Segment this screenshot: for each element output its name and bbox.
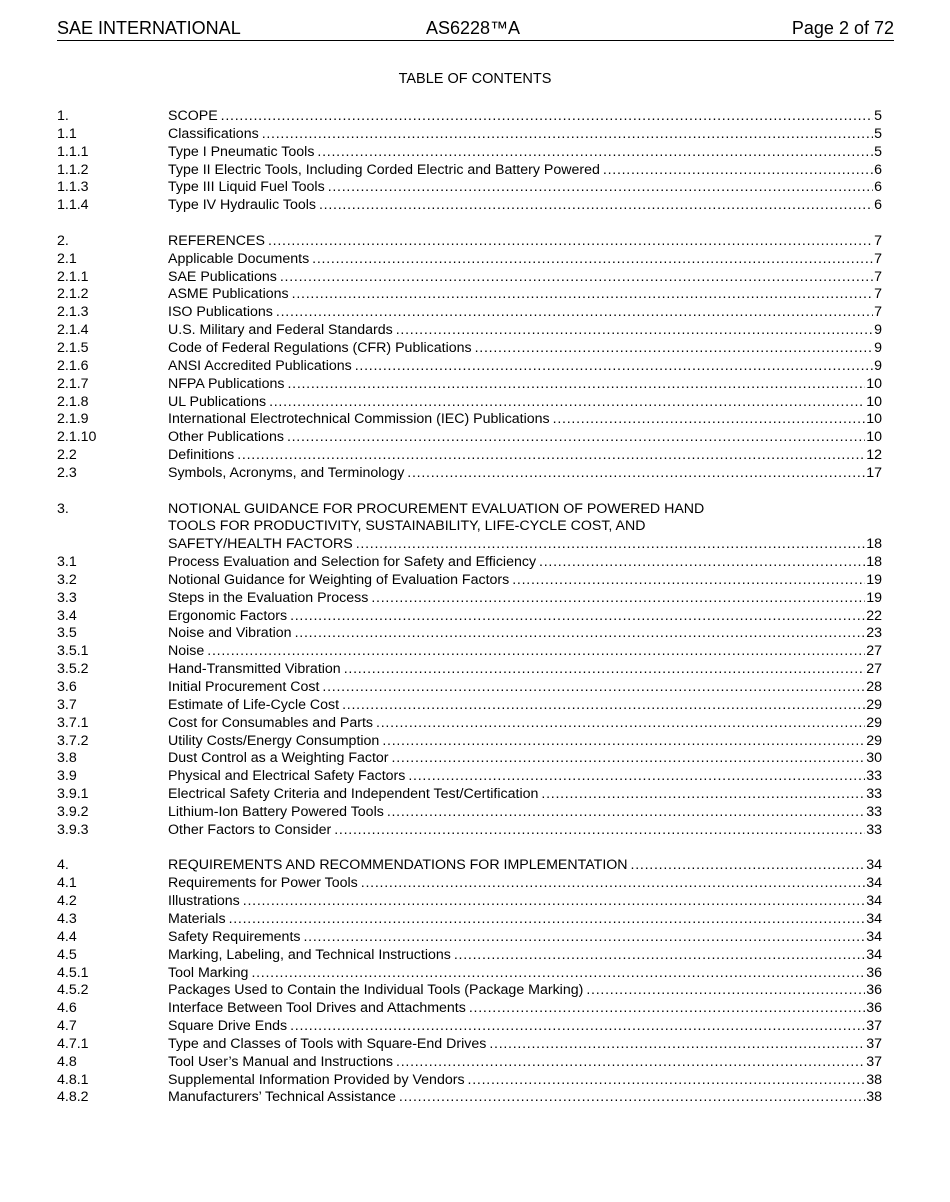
toc-entry[interactable] <box>57 144 882 162</box>
toc-entry-number: 1. <box>57 108 69 124</box>
toc-leader-dots <box>229 911 866 929</box>
toc-entry-title-line: NOTIONAL GUIDANCE FOR PROCUREMENT EVALUATION OF POWERED HAND <box>168 500 705 517</box>
toc-entry-number: 3.3 <box>57 589 77 606</box>
toc-entry-title: Applicable Documents <box>168 250 310 267</box>
toc-leader-dots <box>280 269 873 287</box>
table-of-contents <box>57 108 882 1107</box>
toc-entry-number: 4.7 <box>57 1018 77 1035</box>
toc-entry-title: Materials <box>168 910 226 927</box>
toc-entry[interactable] <box>57 108 882 126</box>
toc-entry-number: 4.2 <box>57 893 77 910</box>
toc-entry[interactable] <box>57 965 882 983</box>
toc-entry[interactable] <box>57 501 882 555</box>
toc-entry-title: NFPA Publications <box>168 375 285 392</box>
toc-entry-title: Dust Control as a Weighting Factor <box>168 750 389 767</box>
toc-entry[interactable] <box>57 1018 882 1036</box>
toc-leader-dots <box>407 465 865 483</box>
toc-leader-dots <box>553 411 866 429</box>
toc-entry-title: Packages Used to Contain the Individual Tools (Package Marking) <box>168 982 584 999</box>
toc-entry[interactable] <box>57 786 882 804</box>
toc-leader-dots <box>268 233 873 251</box>
toc-leader-dots <box>269 394 865 412</box>
toc-leader-dots <box>290 608 865 626</box>
toc-entry-number: 3.5 <box>57 625 77 642</box>
toc-entry[interactable] <box>57 929 882 947</box>
toc-entry-page: 10 <box>866 375 882 392</box>
toc-leader-dots <box>221 108 873 126</box>
toc-entry-page: 6 <box>874 161 882 178</box>
toc-entry-title: Steps in the Evaluation Process <box>168 589 369 606</box>
toc-entry[interactable] <box>57 947 882 965</box>
toc-leader-dots <box>586 982 865 1000</box>
toc-entry-page: 28 <box>866 679 882 696</box>
toc-leader-dots <box>328 179 873 197</box>
toc-entry-page: 10 <box>866 411 882 428</box>
organization-name: SAE INTERNATIONAL <box>57 18 241 38</box>
toc-leader-dots <box>251 965 865 983</box>
toc-entry-page: 33 <box>866 786 882 803</box>
toc-entry-title: ASME Publications <box>168 286 289 303</box>
toc-entry-number: 4.5 <box>57 946 77 963</box>
toc-entry-number: 2.1.4 <box>57 322 89 339</box>
toc-entry[interactable] <box>57 572 882 590</box>
toc-entry[interactable] <box>57 340 882 358</box>
toc-entry-title: Hand-Transmitted Vibration <box>168 661 341 678</box>
toc-entry-title: SCOPE <box>168 108 218 124</box>
toc-entry-number: 2.3 <box>57 464 77 481</box>
toc-entry[interactable] <box>57 804 882 822</box>
toc-entry-page: 30 <box>866 750 882 767</box>
toc-entry-title: ANSI Accredited Publications <box>168 357 352 374</box>
toc-entry-title: Cost for Consumables and Parts <box>168 714 374 731</box>
toc-entry-number: 3.8 <box>57 750 77 767</box>
toc-entry-title: Initial Procurement Cost <box>168 679 320 696</box>
toc-entry[interactable] <box>57 982 882 1000</box>
toc-entry-number: 4.6 <box>57 1000 77 1017</box>
toc-leader-dots <box>207 643 865 661</box>
toc-entry[interactable] <box>57 179 882 197</box>
toc-entry-title: REQUIREMENTS AND RECOMMENDATIONS FOR IMPLEMENTATION <box>168 857 628 874</box>
toc-entry-page: 34 <box>866 857 882 874</box>
toc-entry-title: Square Drive Ends <box>168 1018 288 1035</box>
toc-leader-dots <box>356 536 865 554</box>
toc-entry-page: 5 <box>874 108 882 124</box>
toc-entry-page: 22 <box>866 607 882 624</box>
toc-entry-title: International Electrotechnical Commission (IEC) Publications <box>168 411 550 428</box>
toc-entry-title: Other Factors to Consider <box>168 821 332 838</box>
toc-entry-page: 9 <box>874 357 882 374</box>
toc-leader-dots <box>262 126 873 144</box>
toc-entry-number: 2.1.5 <box>57 339 89 356</box>
toc-entry-title: ISO Publications <box>168 304 273 321</box>
toc-leader-dots <box>342 697 865 715</box>
toc-entry-title: Type I Pneumatic Tools <box>168 143 315 160</box>
toc-leader-dots <box>387 804 865 822</box>
toc-entry-number: 1.1.4 <box>57 197 89 214</box>
toc-entry[interactable] <box>57 697 882 715</box>
toc-entry[interactable] <box>57 643 882 661</box>
toc-entry-page: 7 <box>874 250 882 267</box>
toc-entry-number: 2.2 <box>57 447 77 464</box>
toc-entry[interactable] <box>57 715 882 733</box>
toc-entry-title: Other Publications <box>168 429 284 446</box>
toc-entry-page: 38 <box>866 1089 882 1106</box>
toc-entry[interactable] <box>57 1072 882 1090</box>
toc-leader-dots <box>344 661 866 679</box>
toc-entry-number: 2.1.8 <box>57 393 89 410</box>
toc-entry-page: 7 <box>874 304 882 321</box>
toc-leader-dots <box>631 857 866 875</box>
toc-entry-title: Type and Classes of Tools with Square-End Drives <box>168 1035 487 1052</box>
toc-entry-number: 3.2 <box>57 571 77 588</box>
toc-entry-number: 4.5.1 <box>57 964 89 981</box>
toc-entry-page: 17 <box>866 464 882 481</box>
toc-entry-page: 36 <box>866 964 882 981</box>
toc-entry-title: Interface Between Tool Drives and Attachments <box>168 1000 466 1017</box>
toc-leader-dots <box>319 197 873 215</box>
toc-entry-number: 3.5.1 <box>57 643 89 660</box>
toc-entry-page: 29 <box>866 732 882 749</box>
toc-leader-dots <box>382 733 865 751</box>
toc-entry-page: 5 <box>874 143 882 160</box>
toc-entry[interactable] <box>57 429 882 447</box>
toc-leader-dots <box>392 750 866 768</box>
toc-entry[interactable] <box>57 322 882 340</box>
toc-entry-number: 2.1 <box>57 250 77 267</box>
toc-entry-number: 2.1.10 <box>57 429 97 446</box>
toc-entry-page: 5 <box>874 125 882 142</box>
toc-entry-number: 1.1.3 <box>57 179 89 196</box>
toc-entry-page: 36 <box>866 982 882 999</box>
toc-entry-page: 10 <box>866 429 882 446</box>
toc-entry[interactable] <box>57 875 882 893</box>
toc-entry-number: 4.1 <box>57 875 77 892</box>
toc-entry[interactable] <box>57 304 882 322</box>
toc-entry[interactable] <box>57 1000 882 1018</box>
toc-entry-page: 33 <box>866 821 882 838</box>
toc-leader-dots <box>290 1018 865 1036</box>
toc-entry[interactable] <box>57 857 882 875</box>
toc-entry-page: 34 <box>866 910 882 927</box>
toc-entry[interactable] <box>57 394 882 412</box>
toc-entry[interactable] <box>57 733 882 751</box>
toc-entry-page: 34 <box>866 875 882 892</box>
toc-leader-dots <box>539 554 865 572</box>
toc-leader-dots <box>361 875 865 893</box>
toc-entry-number: 4.8.1 <box>57 1071 89 1088</box>
toc-entry-number: 3.1 <box>57 554 77 571</box>
toc-entry-page: 9 <box>874 322 882 339</box>
toc-entry-title: UL Publications <box>168 393 267 410</box>
toc-entry-number: 1.1 <box>57 125 77 142</box>
toc-entry[interactable] <box>57 554 882 572</box>
toc-entry-number: 4.8.2 <box>57 1089 89 1106</box>
toc-entry-title: Electrical Safety Criteria and Independent Test/Certification <box>168 786 539 803</box>
toc-entry-title: Classifications <box>168 125 259 142</box>
toc-entry[interactable] <box>57 911 882 929</box>
toc-leader-dots <box>355 358 873 376</box>
toc-entry-title: Process Evaluation and Selection for Safety and Efficiency <box>168 554 537 571</box>
toc-entry-number: 2.1.7 <box>57 375 89 392</box>
toc-entry[interactable] <box>57 358 882 376</box>
toc-entry[interactable] <box>57 822 882 840</box>
toc-leader-dots <box>468 1072 866 1090</box>
toc-entry[interactable] <box>57 411 882 429</box>
toc-entry-title: Type III Liquid Fuel Tools <box>168 179 325 196</box>
toc-entry-title: Illustrations <box>168 893 240 910</box>
toc-entry-page: 7 <box>874 286 882 303</box>
toc-entry-page: 37 <box>866 1018 882 1035</box>
toc-entry[interactable] <box>57 1036 882 1054</box>
toc-entry-number: 3.7 <box>57 696 77 713</box>
toc-leader-dots <box>396 322 873 340</box>
toc-entry[interactable] <box>57 679 882 697</box>
toc-entry-number: 3.9 <box>57 768 77 785</box>
toc-entry-page: 23 <box>866 625 882 642</box>
toc-entry[interactable] <box>57 286 882 304</box>
toc-leader-dots <box>454 947 865 965</box>
toc-entry-page: 6 <box>874 179 882 196</box>
document-id: AS6228™A <box>426 18 521 38</box>
toc-entry[interactable] <box>57 233 882 251</box>
toc-leader-dots <box>469 1000 865 1018</box>
toc-entry-page: 34 <box>866 893 882 910</box>
toc-title: TABLE OF CONTENTS <box>398 71 552 87</box>
toc-entry-number: 2.1.9 <box>57 411 89 428</box>
toc-leader-dots <box>396 1054 865 1072</box>
toc-entry[interactable] <box>57 608 882 626</box>
toc-entry-page: 29 <box>866 714 882 731</box>
toc-entry-number: 1.1.1 <box>57 143 89 160</box>
toc-entry[interactable] <box>57 625 882 643</box>
toc-leader-dots <box>317 144 873 162</box>
toc-entry[interactable] <box>57 162 882 180</box>
toc-entry-title: Manufacturers’ Technical Assistance <box>168 1089 396 1106</box>
toc-leader-dots <box>276 304 873 322</box>
toc-entry-number: 2.1.1 <box>57 268 89 285</box>
toc-entry-title: Noise <box>168 643 205 660</box>
toc-entry-page: 33 <box>866 768 882 785</box>
toc-entry-title: Ergonomic Factors <box>168 607 288 624</box>
toc-entry-number: 4.7.1 <box>57 1035 89 1052</box>
toc-entry-title: SAFETY/HEALTH FACTORS <box>168 536 353 553</box>
toc-entry-title: REFERENCES <box>168 232 265 249</box>
toc-entry-page: 37 <box>866 1035 882 1052</box>
toc-entry-number: 3. <box>57 500 69 517</box>
toc-entry[interactable] <box>57 893 882 911</box>
toc-entry[interactable] <box>57 590 882 608</box>
toc-entry-page: 6 <box>874 197 882 214</box>
toc-leader-dots <box>292 286 873 304</box>
toc-entry-title: Safety Requirements <box>168 928 301 945</box>
toc-leader-dots <box>408 768 865 786</box>
toc-entry-title: Notional Guidance for Weighting of Evaluation Factors <box>168 571 510 588</box>
toc-entry[interactable] <box>57 376 882 394</box>
toc-entry-title: Type II Electric Tools, Including Corded Electric and Battery Powered <box>168 161 600 178</box>
toc-entry-page: 9 <box>874 339 882 356</box>
toc-leader-dots <box>475 340 874 358</box>
page-number: Page 2 of 72 <box>791 18 894 38</box>
toc-entry-number: 3.6 <box>57 679 77 696</box>
toc-entry-title: Tool Marking <box>168 964 249 981</box>
toc-entry-number: 3.7.2 <box>57 732 89 749</box>
toc-entry-page: 18 <box>866 536 882 553</box>
toc-entry-title: Physical and Electrical Safety Factors <box>168 768 406 785</box>
toc-leader-dots <box>376 715 865 733</box>
toc-entry-number: 4. <box>57 857 69 874</box>
toc-entry-number: 2.1.2 <box>57 286 89 303</box>
toc-leader-dots <box>489 1036 865 1054</box>
toc-entry[interactable] <box>57 251 882 269</box>
toc-entry-page: 12 <box>866 447 882 464</box>
toc-entry-page: 7 <box>874 232 882 249</box>
toc-entry-number: 4.3 <box>57 910 77 927</box>
toc-entry-number: 4.4 <box>57 928 77 945</box>
toc-entry-title: Requirements for Power Tools <box>168 875 358 892</box>
toc-entry-number: 1.1.2 <box>57 161 89 178</box>
toc-leader-dots <box>287 429 865 447</box>
toc-entry-page: 10 <box>866 393 882 410</box>
toc-entry-title: Code of Federal Regulations (CFR) Publications <box>168 339 472 356</box>
toc-entry[interactable] <box>57 1054 882 1072</box>
toc-entry-title: Marking, Labeling, and Technical Instructions <box>168 946 451 963</box>
toc-entry[interactable] <box>57 661 882 679</box>
toc-entry[interactable] <box>57 447 882 465</box>
toc-entry-title: Type IV Hydraulic Tools <box>168 197 316 214</box>
toc-entry[interactable] <box>57 750 882 768</box>
toc-entry-page: 33 <box>866 803 882 820</box>
toc-leader-dots <box>603 162 873 180</box>
toc-entry-page: 19 <box>866 589 882 606</box>
toc-leader-dots <box>237 447 865 465</box>
toc-entry-page: 36 <box>866 1000 882 1017</box>
toc-leader-dots <box>287 376 865 394</box>
toc-leader-dots <box>303 929 865 947</box>
toc-entry-number: 3.4 <box>57 607 77 624</box>
toc-entry-page: 38 <box>866 1071 882 1088</box>
toc-entry-page: 27 <box>866 661 882 678</box>
toc-entry-page: 34 <box>866 946 882 963</box>
toc-entry-page: 37 <box>866 1053 882 1070</box>
toc-leader-dots <box>312 251 873 269</box>
toc-entry-title: Tool User’s Manual and Instructions <box>168 1053 394 1070</box>
toc-entry-number: 2.1.3 <box>57 304 89 321</box>
toc-entry-title: Utility Costs/Energy Consumption <box>168 732 380 749</box>
toc-entry-title: Supplemental Information Provided by Vendors <box>168 1071 465 1088</box>
toc-entry-number: 2. <box>57 232 69 249</box>
toc-entry-page: 7 <box>874 268 882 285</box>
toc-leader-dots <box>334 822 865 840</box>
toc-entry-number: 3.5.2 <box>57 661 89 678</box>
toc-leader-dots <box>243 893 865 911</box>
toc-entry-title: Estimate of Life-Cycle Cost <box>168 696 340 713</box>
toc-entry[interactable] <box>57 465 882 483</box>
page-header <box>57 18 894 41</box>
toc-leader-dots <box>399 1089 865 1107</box>
toc-entry[interactable] <box>57 197 882 215</box>
toc-entry-title: U.S. Military and Federal Standards <box>168 322 393 339</box>
toc-entry-page: 18 <box>866 554 882 571</box>
toc-entry[interactable] <box>57 1089 882 1107</box>
toc-entry[interactable] <box>57 126 882 144</box>
toc-entry[interactable] <box>57 269 882 287</box>
toc-leader-dots <box>371 590 865 608</box>
toc-entry-page: 34 <box>866 928 882 945</box>
toc-entry-number: 3.9.3 <box>57 821 89 838</box>
toc-entry-number: 2.1.6 <box>57 357 89 374</box>
toc-entry-number: 3.9.2 <box>57 803 89 820</box>
toc-entry-title: Definitions <box>168 447 235 464</box>
toc-entry-page: 19 <box>866 571 882 588</box>
toc-leader-dots <box>541 786 865 804</box>
toc-entry-title: Lithium-Ion Battery Powered Tools <box>168 803 384 820</box>
toc-entry-number: 3.7.1 <box>57 714 89 731</box>
toc-leader-dots <box>322 679 865 697</box>
toc-leader-dots <box>512 572 865 590</box>
toc-leader-dots <box>295 625 866 643</box>
toc-entry-title: Noise and Vibration <box>168 625 292 642</box>
toc-entry-title-line: TOOLS FOR PRODUCTIVITY, SUSTAINABILITY, LIFE-CYCLE COST, AND <box>168 518 646 535</box>
toc-entry-title: SAE Publications <box>168 268 277 285</box>
toc-entry[interactable] <box>57 768 882 786</box>
toc-entry-number: 4.5.2 <box>57 982 89 999</box>
toc-entry-title: Symbols, Acronyms, and Terminology <box>168 464 405 481</box>
toc-entry-number: 3.9.1 <box>57 786 89 803</box>
toc-entry-page: 29 <box>866 696 882 713</box>
toc-entry-number: 4.8 <box>57 1053 77 1070</box>
toc-entry-page: 27 <box>866 643 882 660</box>
